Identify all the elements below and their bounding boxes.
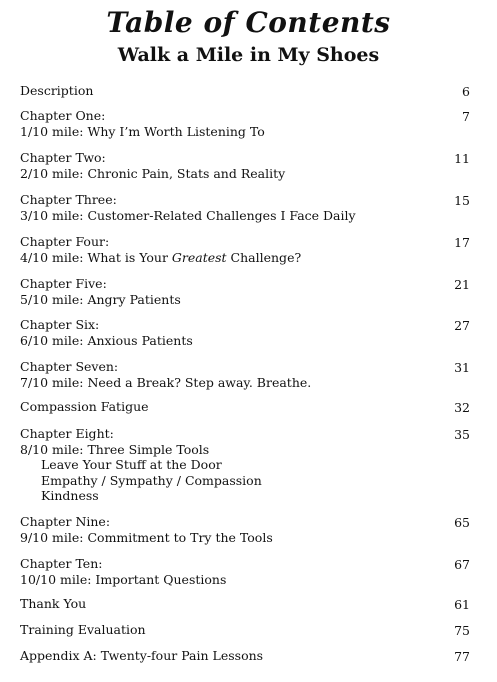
toc-entry[interactable] [20,622,470,638]
toc-entry-text: 4/10 mile: What is Your [20,249,172,265]
toc-entry[interactable] [20,108,470,139]
toc-page-number: 27 [454,318,470,333]
toc-page-number: 21 [454,277,470,292]
toc-entry-text: Challenge? [226,249,302,265]
toc-page-number: 61 [454,597,470,612]
toc-entry-line: 1/10 mile: Why I’m Worth Listening To [20,123,265,139]
toc-page-number: 31 [454,360,470,375]
toc-entry-line: Chapter Eight: [20,426,114,441]
toc-entry-line: 7/10 mile: Need a Break? Step away. Breathe. [20,374,312,390]
toc-entry-line: 9/10 mile: Commitment to Try the Tools [20,529,273,545]
toc-entry[interactable] [20,359,470,390]
toc-entry-line: 10/10 mile: Important Questions [20,571,227,587]
toc-entry[interactable] [20,399,470,415]
toc-entry[interactable] [20,150,470,181]
toc-entry-line: Chapter Two: [20,150,106,165]
toc-entry-line: 5/10 mile: Angry Patients [20,291,181,307]
toc-page-number: 67 [454,557,470,572]
toc-entry-line: Training Evaluation [20,622,146,637]
page-subtitle: Walk a Mile in My Shoes [117,44,380,66]
toc-entry[interactable] [20,192,470,223]
toc-entry-line: Chapter Six: [20,317,100,332]
toc-page-number: 11 [454,151,470,166]
toc-entry-line: Description [20,83,94,98]
toc-entry-line: Chapter Nine: [20,514,111,529]
toc-entry-line: Compassion Fatigue [20,399,149,414]
toc-entry-emphasis: Greatest [171,249,227,265]
toc-entry[interactable] [20,596,470,612]
toc-page-number: 15 [454,193,470,208]
toc-page-number: 6 [462,84,470,99]
toc-entry-line: Chapter Ten: [20,556,103,571]
toc-page-number: 75 [454,623,470,638]
toc-page-number: 7 [462,109,470,124]
toc-entry-line: Chapter Four: [20,234,110,249]
toc-entry-line [20,250,470,266]
toc-page-number: 77 [454,649,470,664]
toc-entry[interactable] [20,426,470,504]
toc-page-number: 17 [454,235,470,250]
toc-entry[interactable] [20,648,470,664]
toc-entry[interactable] [20,556,470,587]
toc-entry[interactable] [20,83,470,99]
toc-entry-line: Appendix A: Twenty-four Pain Lessons [20,648,264,663]
toc-entry-line: 3/10 mile: Customer-Related Challenges I Face Daily [20,207,356,223]
toc-subentry: Kindness [41,488,99,503]
toc-page-number: 65 [454,515,470,530]
toc-entry[interactable] [20,514,470,545]
toc-entry[interactable] [20,276,470,307]
toc-entry-line: 8/10 mile: Three Simple Tools [20,441,210,457]
toc-entry-line: Chapter Three: [20,192,117,207]
toc-page-number: 32 [454,400,470,415]
toc-subentry: Leave Your Stuff at the Door [41,457,222,472]
toc-entry-line: Chapter Five: [20,276,107,291]
toc-entry-line: Chapter One: [20,108,106,123]
toc-entry-line: Thank You [20,596,87,611]
toc-entry[interactable] [20,234,470,265]
toc-entry-line: Chapter Seven: [20,359,119,374]
toc-entry-line: 2/10 mile: Chronic Pain, Stats and Reality [20,165,286,181]
toc-subentry: Empathy / Sympathy / Compassion [41,472,262,488]
toc-entry-line: 6/10 mile: Anxious Patients [20,332,193,348]
page-title: Table of Contents [106,6,391,39]
toc-page-number: 35 [454,427,470,442]
toc-entry[interactable] [20,317,470,348]
